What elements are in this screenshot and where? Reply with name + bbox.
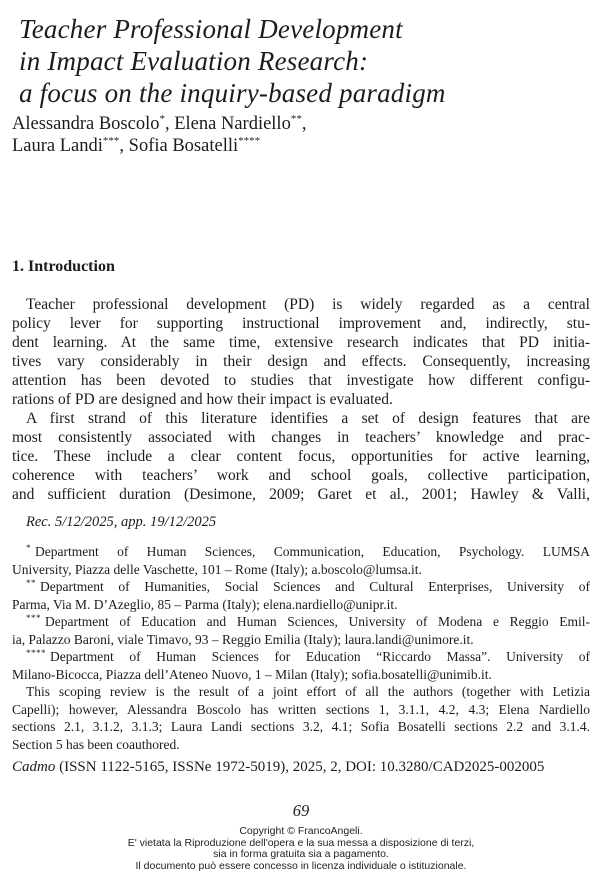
body-line: dent learning. At the same time, extensive research indicates that PD initia- [12, 334, 590, 351]
article-body [12, 295, 590, 504]
footnotes-block [12, 543, 590, 753]
author-name: , Elena Nardiello [164, 114, 291, 134]
author-name: Laura Landi [12, 136, 103, 156]
body-line: most consistently associated with changes in teachers’ knowledge and prac- [12, 429, 590, 446]
footnote-line: ia, Palazzo Baroni, viale Timavo, 93 – Reggio Emilia (Italy); laura.landi@unimore.it. [12, 631, 474, 647]
author-note-marker: *** [102, 134, 120, 147]
footnote [12, 613, 590, 648]
body-line: coherence with teachers’ work and school goals, collective participation, [12, 467, 590, 484]
title-line: a focus on the inquiry-based paradigm [19, 78, 446, 108]
footnote-line: Section 5 has been coauthored. [12, 736, 180, 752]
article-header [12, 13, 590, 157]
paragraph [12, 409, 590, 504]
copyright-line: Il documento può essere concesso in licenza individuale o istituzionale. [135, 859, 467, 872]
title-line: Teacher Professional Development [19, 14, 403, 44]
body-line: tives vary considerably in their design and effects. Consequently, increasing [12, 353, 590, 370]
author-name: , [301, 114, 307, 134]
page-number: 69 [292, 801, 310, 820]
body-line: rations of PD are designed and how their impact is evaluated. [12, 391, 393, 408]
footnote-line: Capelli); however, Alessandra Boscolo has written sections 1, 3.1.1, 4.2, 4.3; Elena Nardiello [12, 701, 590, 717]
journal-name: Cadmo [12, 759, 56, 775]
title-line: in Impact Evaluation Research: [19, 46, 369, 76]
body-line: tice. These include a clear content focus, opportunities for active learning, [12, 448, 590, 465]
author-note-marker: ** [290, 112, 302, 125]
journal-citation-text: (ISSN 1122-5165, ISSNe 1972-5019), 2025, 2, DOI: 10.3280/CAD2025-002005 [55, 759, 545, 775]
footnote-line: ** Department of Humanities, Social Sciences and Cultural Enterprises, University of [26, 577, 590, 594]
body-line: Teacher professional development (PD) is widely regarded as a central [26, 296, 590, 313]
footnote-marker: ** [26, 577, 36, 588]
footnote [12, 683, 590, 753]
footnote-line: sections 2.1, 3.1.2, 3.1.3; Laura Landi sections 3.2, 4.1; Sofia Bosatelli sections 2.2 and 3.1.4. [12, 719, 590, 734]
author-name: Alessandra Boscolo [12, 114, 160, 134]
journal-citation [12, 758, 590, 777]
body-line: A first strand of this literature identifies a set of design features that are [26, 410, 590, 427]
footnote-line: University, Piazza delle Vaschette, 101 – Rome (Italy); a.boscolo@lumsa.it. [12, 561, 422, 577]
copyright-notice [12, 826, 590, 872]
copyright-line: E' vietata la Riproduzione dell'opera e la sua messa a disposizione di terzi, [127, 836, 475, 849]
copyright-line: Copyright © FrancoAngeli. [239, 825, 363, 837]
author-line [12, 135, 590, 157]
author-list [12, 113, 590, 157]
footnote [12, 648, 590, 683]
footnote-marker: * [26, 542, 31, 553]
footnote [12, 543, 590, 578]
footnote-line: Parma, Via M. D’Azeglio, 85 – Parma (Italy); elena.nardiello@unipr.it. [12, 596, 398, 612]
author-line [12, 113, 590, 135]
body-line: policy lever for supporting instructional improvement and, indirectly, stu- [12, 315, 590, 332]
footnote [12, 578, 590, 613]
copyright-line: sia in forma gratuita sia a pagamento. [213, 848, 389, 861]
author-name: , Sofia Bosatelli [119, 136, 239, 156]
body-line: attention has been devoted to studies that investigate how different configu- [12, 372, 590, 389]
footnote-line: *** Department of Education and Human Sciences, University of Modena e Reggio Emil- [26, 612, 590, 629]
footnote-marker: **** [26, 647, 46, 658]
footnote-line: This scoping review is the result of a joint effort of all the authors (together with Letizia [26, 684, 590, 699]
section-heading: 1. Introduction [12, 258, 115, 275]
body-line: and sufficient duration (Desimone, 2009; Garet et al., 2001; Hawley & Valli, [12, 486, 590, 503]
received-note: Rec. 5/12/2025, app. 19/12/2025 [26, 514, 217, 530]
footnote-line: **** Department of Human Sciences for Education “Riccardo Massa”. University of [26, 647, 590, 664]
footnote-marker: *** [26, 612, 41, 623]
article-title [12, 13, 590, 109]
footnote-line: Milano-Bicocca, Piazza dell’Ateneo Nuovo, 1 – Milan (Italy); sofia.bosatelli@unimib.it. [12, 666, 492, 682]
author-note-marker: * [159, 112, 165, 125]
footnote-line: * Department of Human Sciences, Communication, Education, Psychology. LUMSA [26, 542, 590, 559]
author-note-marker: **** [238, 134, 261, 147]
paragraph [12, 295, 590, 409]
